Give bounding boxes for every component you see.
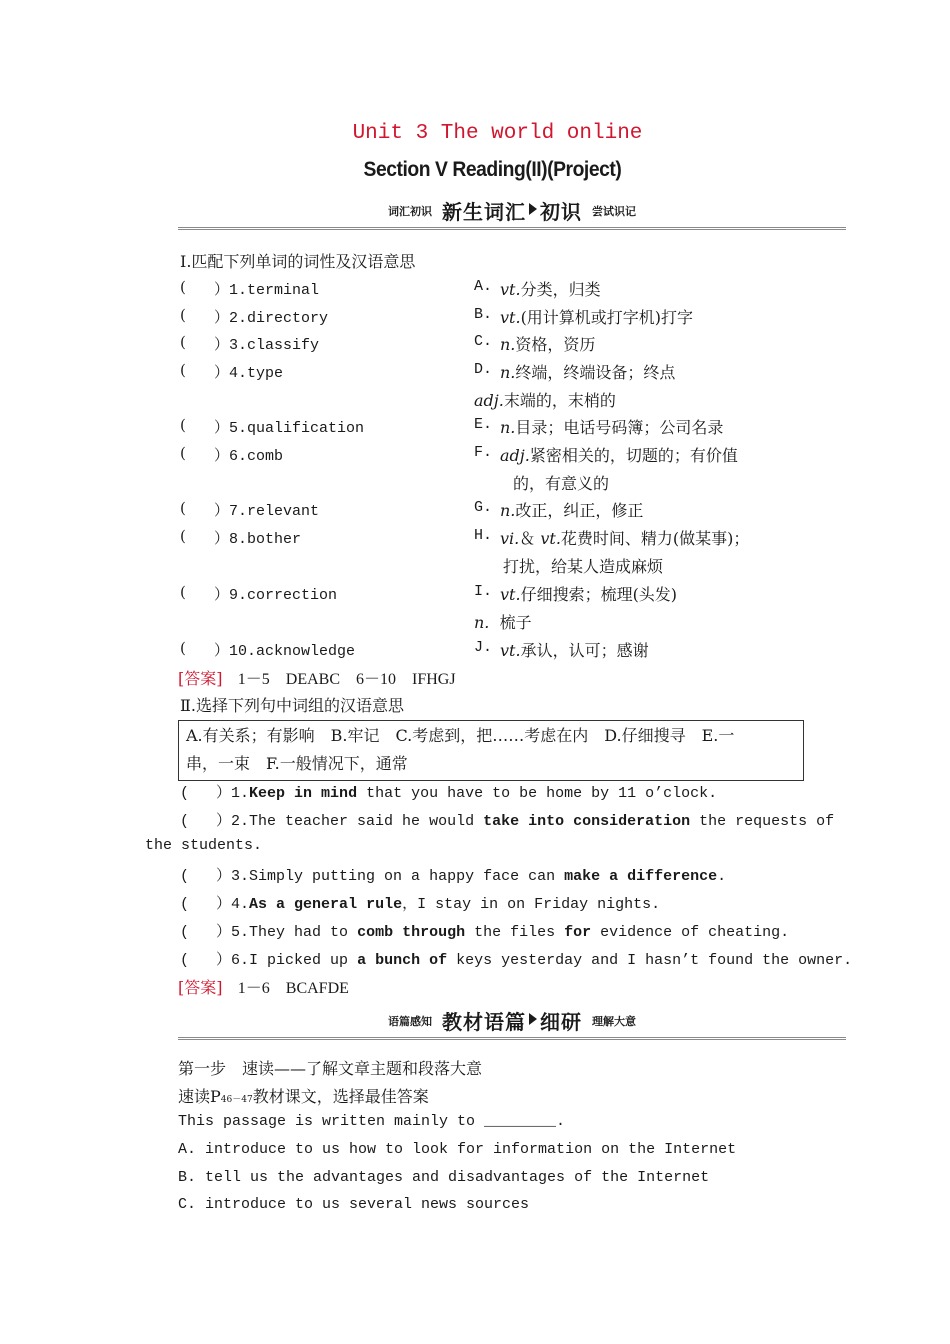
sentence-3: ( ）3.Simply putting on a happy face can make a difference.: [180, 868, 727, 885]
part2-answer: [答案] 1－6 BCAFDE: [178, 978, 349, 997]
section-title: Section V Reading(II)(Project): [363, 158, 622, 181]
meaning-text: vt.仔细搜索；梳理(头发): [500, 585, 678, 604]
meaning-text: n.资格，资历: [500, 335, 596, 354]
banner-title-b: 初识: [540, 200, 582, 224]
part2-heading: Ⅱ.选择下列句中词组的汉语意思: [180, 696, 404, 715]
options-line2: 串，一束 F.一般情况下，通常: [186, 754, 408, 773]
answer-paren[interactable]: (: [180, 639, 186, 657]
word-item: ）7.relevant: [214, 503, 320, 520]
sentence-2-cont: the students.: [145, 837, 263, 854]
meaning-text: n.目录；电话号码簿；公司名录: [500, 418, 724, 437]
meaning-text: n.改正，纠正，修正: [500, 501, 644, 520]
meaning-text: vi.＆ vt.花费时间、精力(做某事)；: [500, 529, 750, 548]
word-item: ）10.acknowledge: [214, 643, 356, 660]
word-item: ）8.bother: [214, 531, 302, 548]
word-item: ）3.classify: [214, 337, 320, 354]
meaning-letter: C.: [474, 333, 493, 350]
meaning-d-line2: adj.末端的，末梢的: [474, 391, 616, 410]
meaning-letter: E.: [474, 416, 493, 433]
meaning-text: n.终端，终端设备；终点: [500, 363, 676, 382]
answer-paren[interactable]: (: [180, 306, 186, 324]
triangle-icon: [529, 203, 537, 215]
sentence-4: ( ）4.As a general rule，I stay in on Friday nights.: [180, 896, 661, 913]
answer-paren[interactable]: (: [180, 333, 186, 351]
part1-answer: [答案] 1－5 DEABC 6－10 IFHGJ: [178, 669, 456, 688]
meaning-h-line2: 打扰，给某人造成麻烦: [503, 557, 664, 576]
meaning-letter: A.: [474, 278, 493, 295]
sentence-1: ( ）1.Keep in mind that you have to be home by 11 o’clock.: [180, 785, 718, 802]
question: This passage is written mainly to ________.: [178, 1113, 566, 1130]
meaning-letter: H.: [474, 527, 493, 544]
option-a: A. introduce to us how to look for information on the Internet: [178, 1141, 737, 1158]
meaning-letter: D.: [474, 361, 493, 378]
banner-left-label: 词汇初识: [388, 205, 432, 218]
meaning-text: adj.紧密相关的，切题的；有价值: [500, 446, 738, 465]
word-item: ）9.correction: [214, 587, 338, 604]
options-line1: A.有关系；有影响 B.牢记 C.考虑到，把……考虑在内 D.仔细搜寻 E.一: [186, 726, 735, 745]
sentence-5: ( ）5.They had to comb through the files for evidence of cheating.: [180, 924, 790, 941]
banner2-title-a: 教材语篇: [442, 1010, 526, 1034]
triangle-icon: [529, 1013, 537, 1025]
sentence-6: ( ）6.I picked up a bunch of keys yesterday and I hasn’t found the owner.: [180, 952, 853, 969]
answer-paren[interactable]: (: [180, 278, 186, 296]
word-item: ）6.comb: [214, 448, 284, 465]
part1-heading: Ⅰ.匹配下列单词的词性及汉语意思: [180, 252, 416, 271]
option-c: C. introduce to us several news sources: [178, 1196, 530, 1213]
banner-right-label: 尝试识记: [592, 205, 636, 218]
banner2-right-label: 理解大意: [592, 1015, 636, 1028]
meaning-text: vt.(用计算机或打字机)打字: [500, 308, 694, 327]
word-item: ）1.terminal: [214, 282, 320, 299]
meaning-f-line2: 的，有意义的: [513, 474, 610, 493]
sentence-2: ( ）2.The teacher said he would take into consideration the requests of: [180, 813, 835, 830]
meaning-text: vt.承认，认可；感谢: [500, 641, 649, 660]
meaning-letter: J.: [474, 639, 493, 656]
meaning-letter: G.: [474, 499, 493, 516]
meaning-letter: I.: [474, 583, 493, 600]
answer-paren[interactable]: (: [180, 499, 186, 517]
meaning-text: vt.分类，归类: [500, 280, 601, 299]
answer-paren[interactable]: (: [180, 583, 186, 601]
word-item: ）2.directory: [214, 310, 329, 327]
word-item: ）5.qualification: [214, 420, 365, 437]
vocab-banner: [178, 196, 846, 230]
unit-title: Unit 3 The world online: [352, 122, 643, 145]
instruction: 速读P46－47教材课文，选择最佳答案: [178, 1087, 429, 1106]
step-heading: 第一步 速读——了解文章主题和段落大意: [178, 1059, 483, 1078]
passage-banner: [178, 1006, 846, 1040]
answer-paren[interactable]: (: [180, 416, 186, 434]
banner-title-a: 新生词汇: [442, 200, 526, 224]
meaning-i-line2: n. 梳子: [474, 613, 532, 632]
answer-paren[interactable]: (: [180, 361, 186, 379]
options-box: [178, 720, 804, 781]
option-b: B. tell us the advantages and disadvantages of the Internet: [178, 1169, 710, 1186]
banner2-title-b: 细研: [540, 1010, 582, 1034]
banner2-left-label: 语篇感知: [388, 1015, 432, 1028]
answer-paren[interactable]: (: [180, 527, 186, 545]
meaning-letter: F.: [474, 444, 493, 461]
meaning-letter: B.: [474, 306, 493, 323]
answer-paren[interactable]: (: [180, 444, 186, 462]
word-item: ）4.type: [214, 365, 284, 382]
